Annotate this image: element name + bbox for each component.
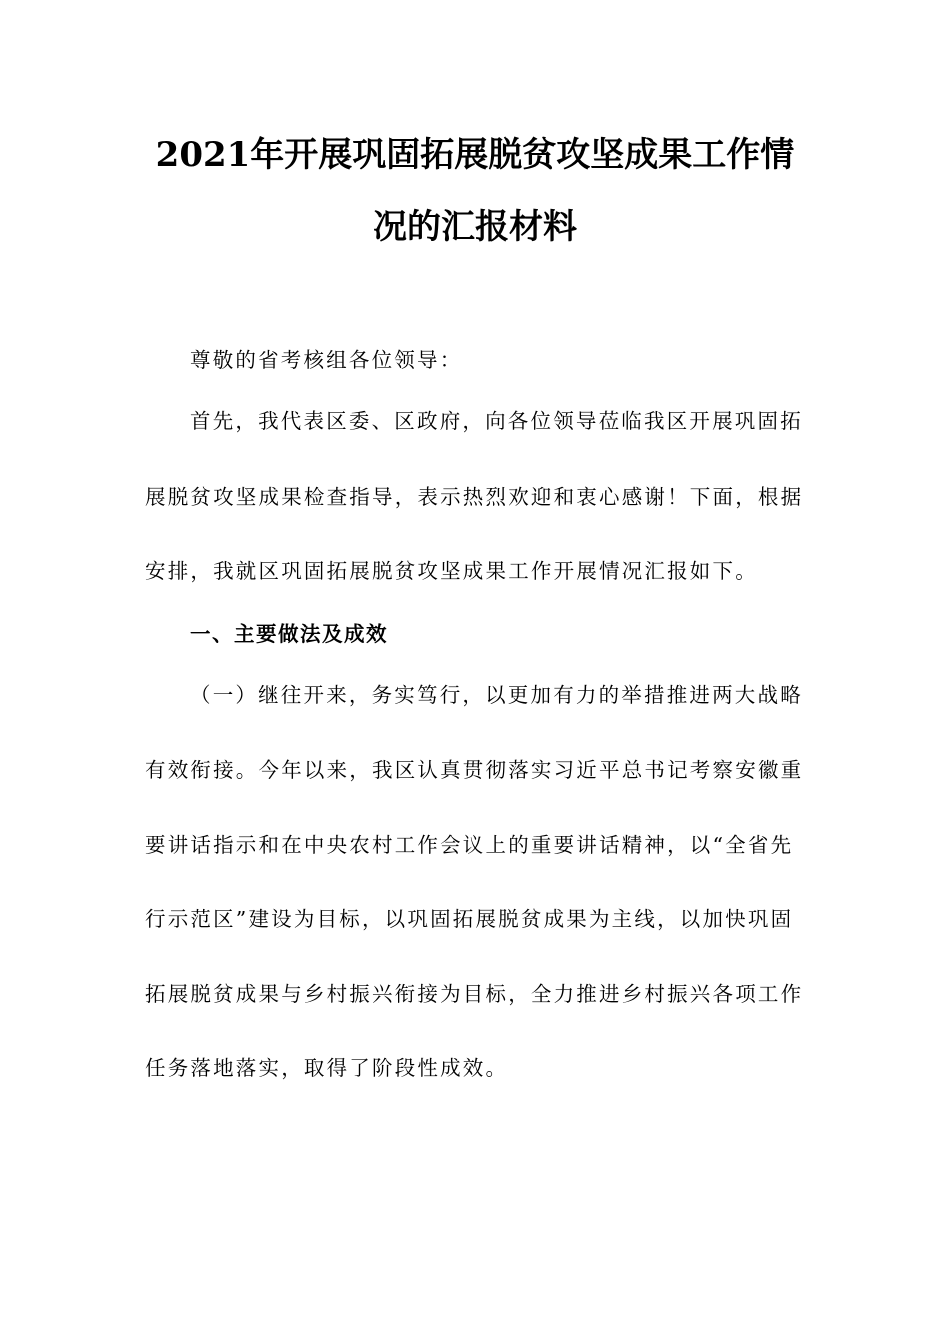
intro-line-2: 展脱贫攻坚成果检查指导，表示热烈欢迎和衷心感谢！下面，根据 [145,485,804,509]
salutation: 尊敬的省考核组各位领导： [190,348,463,372]
section-heading: 一、主要做法及成效 [190,622,388,646]
section-line-6: 任务落地落实，取得了阶段性成效。 [145,1056,509,1080]
section-line-5: 拓展脱贫成果与乡村振兴衔接为目标，全力推进乡村振兴各项工作 [145,982,804,1006]
section-line-4: 行示范区”建设为目标，以巩固拓展脱贫成果为主线，以加快巩固 [145,907,794,931]
section-line-1: （一）继往开来，务实笃行，以更加有力的举措推进两大战略 [190,683,803,707]
intro-line-1: 首先，我代表区委、区政府，向各位领导莅临我区开展巩固拓 [190,409,803,433]
document-title-line-1: 2021年开展巩固拓展脱贫攻坚成果工作情 [155,135,795,175]
section-line-2: 有效衔接。今年以来，我区认真贯彻落实习近平总书记考察安徽重 [145,758,804,782]
intro-line-3: 安排，我就区巩固拓展脱贫攻坚成果工作开展情况汇报如下。 [145,559,758,583]
section-line-3: 要讲话指示和在中央农村工作会议上的重要讲话精神，以“全省先 [145,833,794,857]
document-title-line-2: 况的汇报材料 [373,207,577,247]
